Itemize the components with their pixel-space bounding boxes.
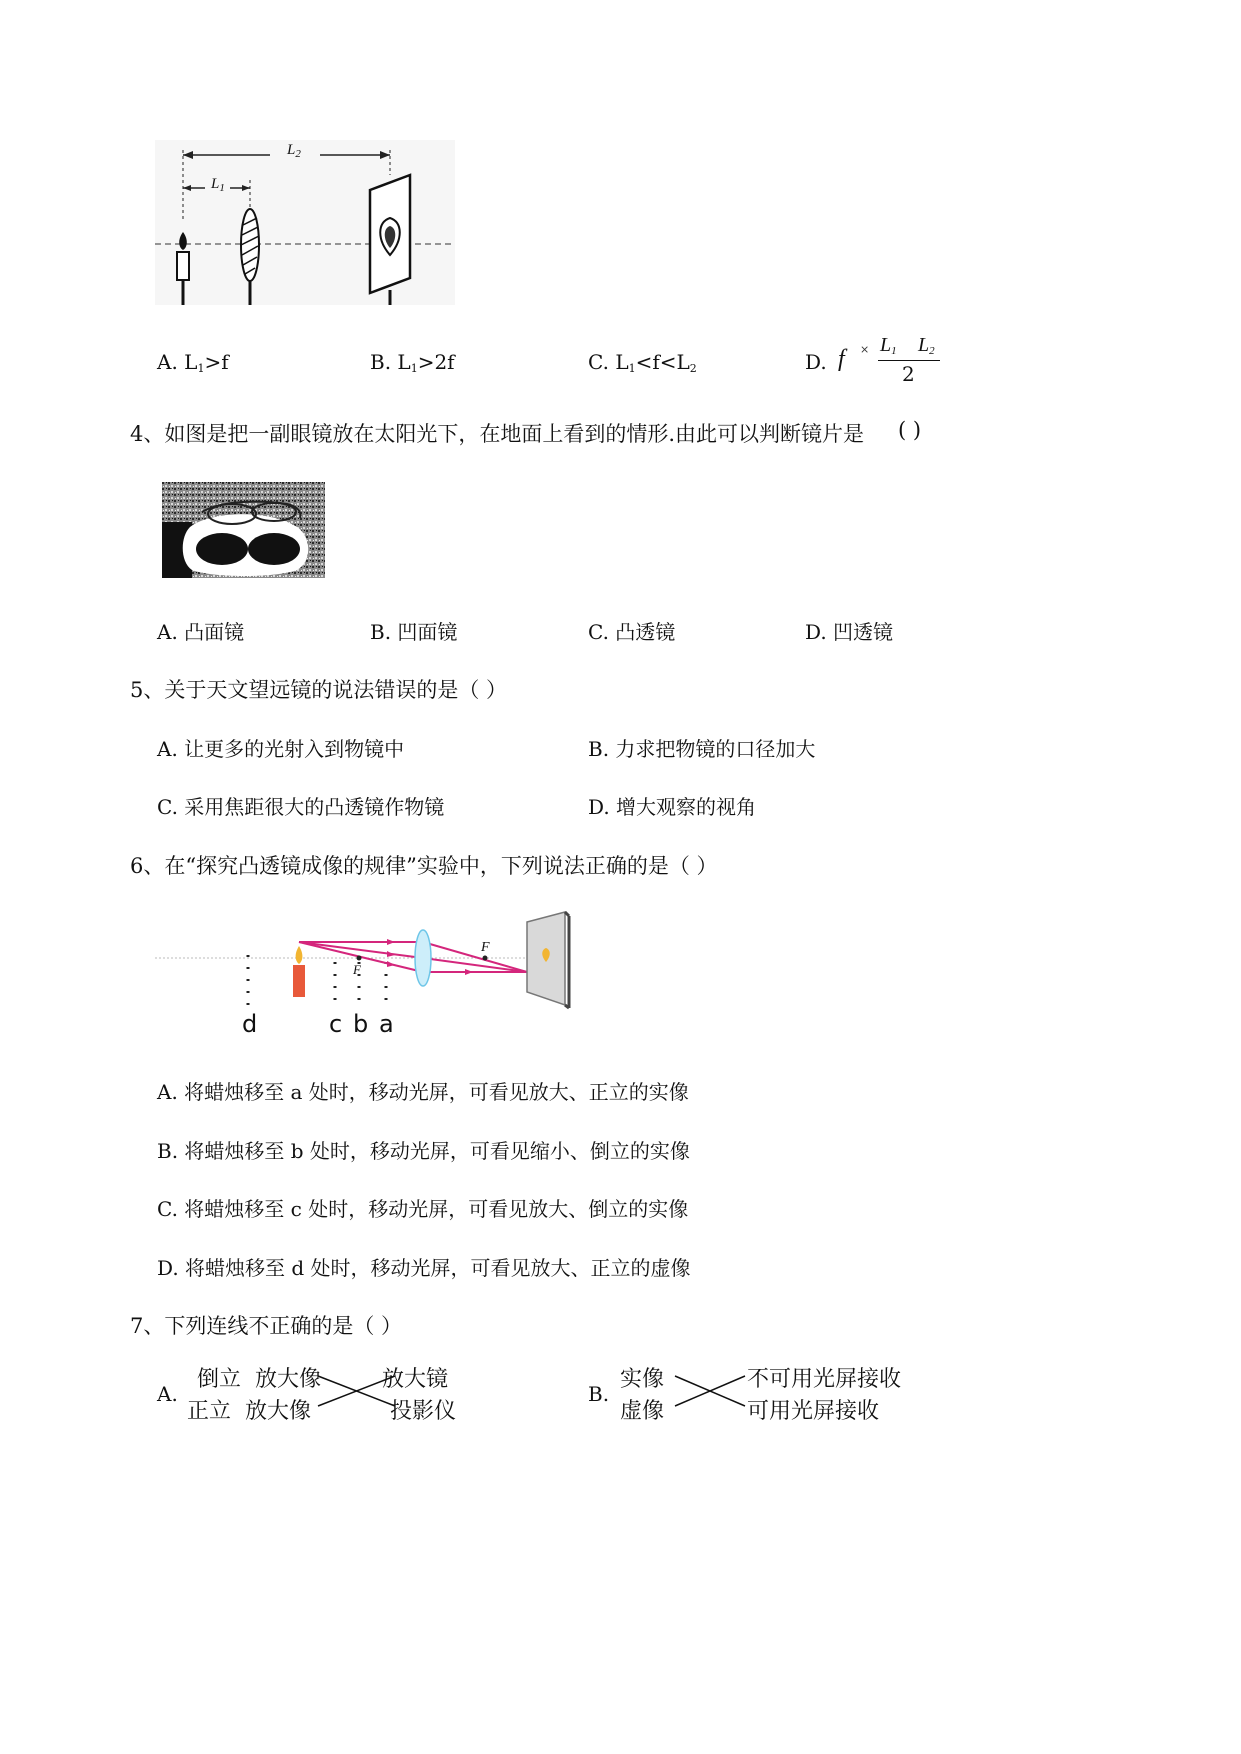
q4-answer-paren: ( ) — [898, 418, 922, 442]
q3-option-d[interactable]: D. — [805, 350, 827, 374]
q3-option-a[interactable]: A. $L_1>f$ — [157, 350, 229, 375]
focal-label-left: F — [353, 962, 361, 977]
q5-option-b[interactable]: B. 力求把物镜的口径加大 — [588, 737, 816, 761]
q7-question: 7、下列连线不正确的是（ ） — [130, 1314, 403, 1338]
focal-label-right: F — [481, 940, 490, 955]
figure-glasses-shadow — [162, 482, 325, 578]
q4-question: 4、如图是把一副眼镜放在太阳光下，在地面上看到的情形.由此可以判断镜片是 — [130, 422, 865, 446]
glasses-shadow-drawing — [162, 482, 325, 578]
q5-option-c[interactable]: C. 采用焦距很大的凸透镜作物镜 — [157, 795, 445, 819]
q6-option-b[interactable]: B. 将蜡烛移至 b 处时，移动光屏，可看见缩小、倒立的实像 — [157, 1139, 690, 1163]
q3-option-d-formula: f × $L_1$ $L_2$ 2 — [838, 336, 948, 388]
q3-option-c[interactable]: C. $L_1<f<L_2$ — [588, 350, 697, 375]
label-l1: $L_1$ — [211, 176, 225, 194]
q7-option-b-matching: 实像 虚像 不可用光屏接收 可用光屏接收 — [620, 1362, 900, 1424]
q5-option-d[interactable]: D. 增大观察的视角 — [588, 795, 757, 819]
q6-question: 6、在“探究凸透镜成像的规律”实验中，下列说法正确的是（ ） — [130, 854, 718, 878]
figure-lens-setup — [155, 140, 455, 305]
q6-option-c[interactable]: C. 将蜡烛移至 c 处时，移动光屏，可看见放大、倒立的实像 — [157, 1197, 689, 1221]
q5-question: 5、关于天文望远镜的说法错误的是（ ） — [130, 678, 508, 702]
label-c: c — [329, 1010, 343, 1038]
q7-option-b-letter[interactable]: B. — [588, 1382, 610, 1406]
label-d: d — [242, 1010, 258, 1038]
q4-option-d[interactable]: D. 凹透镜 — [805, 620, 894, 644]
q4-option-c[interactable]: C. 凸透镜 — [588, 620, 676, 644]
label-a: a — [379, 1010, 394, 1038]
q6-option-d[interactable]: D. 将蜡烛移至 d 处时，移动光屏，可看见放大、正立的虚像 — [157, 1256, 691, 1280]
q7-option-a-matching: 倒立 正立 放大像 放大像 放大镜 投影仪 — [185, 1362, 475, 1424]
label-l2: $L_2$ — [287, 142, 301, 160]
q3-option-b[interactable]: B. $L_1>2f$ — [370, 350, 455, 375]
q6-option-a[interactable]: A. 将蜡烛移至 a 处时，移动光屏，可看见放大、正立的实像 — [157, 1080, 689, 1104]
label-b: b — [353, 1010, 369, 1038]
q4-option-b[interactable]: B. 凹面镜 — [370, 620, 458, 644]
q5-option-a[interactable]: A. 让更多的光射入到物镜中 — [157, 737, 405, 761]
q4-option-a[interactable]: A. 凸面镜 — [157, 620, 245, 644]
q7-option-a-letter[interactable]: A. — [157, 1382, 178, 1406]
figure-convex-lens-experiment — [155, 910, 575, 1040]
lens-setup-drawing — [155, 140, 455, 305]
